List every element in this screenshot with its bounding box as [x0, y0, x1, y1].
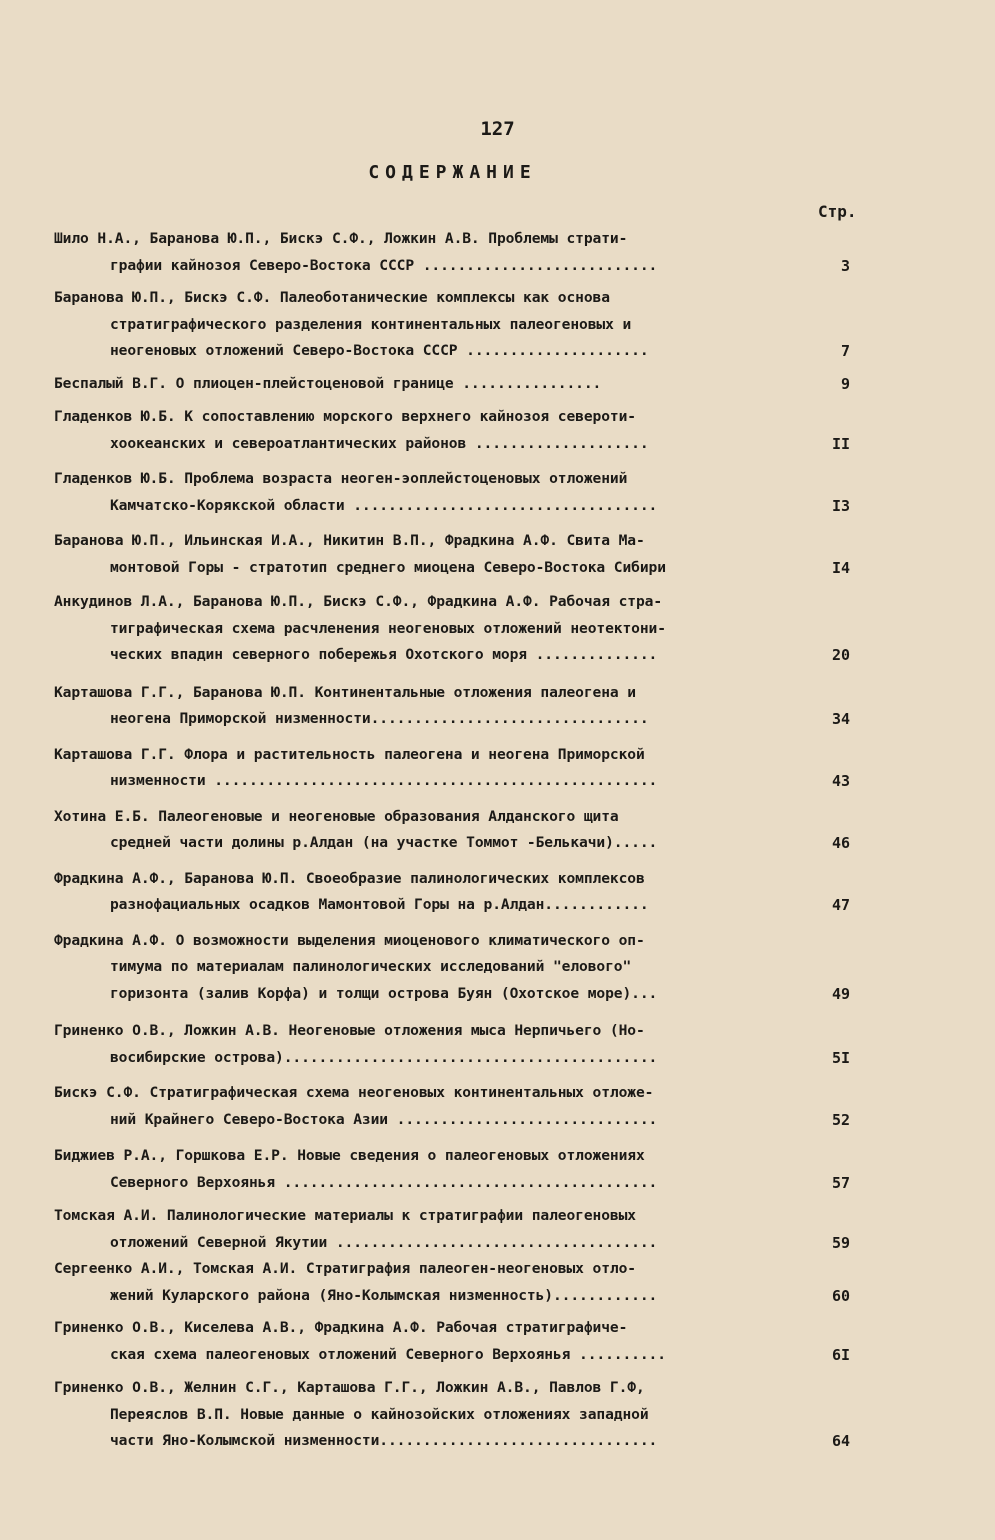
toc-entry-line: разнофациальных осадков Мамонтовой Горы на р.Алдан............ — [110, 896, 649, 913]
toc-entry-line: Карташова Г.Г. Флора и растительность палеогена и неогена Приморской — [54, 745, 645, 763]
toc-entry — [54, 1143, 854, 1196]
page-number: 127 — [480, 118, 515, 140]
toc-entry-line: восибирские острова)........................................... — [110, 1048, 658, 1066]
toc-entry-line: Северного Верхоянья ........................................... — [110, 1173, 658, 1191]
toc-entry-line: монтовой Горы - стратотип среднего миоцена Северо-Востока Сибири — [110, 558, 666, 576]
toc-entry-line: тиграфическая схема расчленения неогеновых отложений неотектони- — [110, 619, 666, 637]
toc-entry-line: графии кайнозоя Северо-Востока СССР ........................... — [110, 256, 658, 274]
page-column-label: Стр. — [818, 202, 857, 221]
toc-entry-line: ская схема палеогеновых отложений Северного Верхоянья .......... — [110, 1345, 666, 1363]
toc-entry-line: Сергеенко А.И., Томская А.И. Стратиграфия палеоген-неогеновых отло- — [54, 1260, 636, 1277]
toc-entry-page: 60 — [831, 1286, 850, 1305]
toc-entry-line: Гладенков Ю.Б. К сопоставлению морского верхнего кайнозоя североти- — [54, 408, 636, 425]
toc-entry-line: горизонта (залив Корфа) и толщи острова Буян (Охотское море)... — [110, 984, 658, 1002]
toc-entry-line: Камчатско-Корякской области ................................... — [110, 496, 658, 514]
toc-entry-line: неогена Приморской низменности................................ — [110, 710, 649, 727]
table-of-contents — [54, 226, 854, 1455]
toc-entry — [54, 680, 854, 733]
toc-entry-line: Беспалый В.Г. О плиоцен-плейстоценовой границе ................ — [54, 374, 602, 392]
page-title: СОДЕРЖАНИЕ — [368, 162, 537, 183]
toc-entry-line: отложений Северной Якутии ..................................... — [110, 1233, 658, 1251]
toc-entry-line: ний Крайнего Северо-Востока Азии .............................. — [110, 1110, 658, 1128]
toc-entry-line: Гриненко О.В., Киселева А.В., Фрадкина А.Ф. Рабочая стратиграфиче- — [54, 1319, 628, 1336]
toc-entry — [54, 1375, 854, 1455]
toc-entry-line: низменности ................................................... — [110, 772, 658, 789]
toc-entry-line: Фрадкина А.Ф., Баранова Ю.П. Своеобразие палинологических комплексов — [54, 869, 645, 887]
toc-entry-line: тимума по материалам палинологических исследований "елового" — [110, 958, 632, 975]
toc-entry-line: Анкудинов Л.А., Баранова Ю.П., Бискэ С.Ф., Фрадкина А.Ф. Рабочая стра- — [54, 593, 663, 610]
toc-entry-line: неогеновых отложений Северо-Востока СССР ..................... — [110, 342, 649, 359]
toc-entry-page: 3 — [840, 256, 850, 275]
toc-entry-line: Баранова Ю.П., Бискэ С.Ф. Палеоботанические комплексы как основа — [54, 289, 610, 306]
toc-entry — [54, 226, 854, 279]
toc-entry-line: Переяслов В.П. Новые данные о кайнозойских отложениях западной — [110, 1405, 649, 1423]
toc-entry — [54, 1315, 854, 1368]
toc-entry-page: II — [831, 434, 850, 453]
toc-entry-page: 52 — [831, 1110, 850, 1129]
toc-entry-line: Гриненко О.В., Ложкин А.В. Неогеновые отложения мыса Нерпичьего (Но- — [54, 1022, 645, 1039]
toc-entry — [54, 528, 854, 581]
toc-entry-line: части Яно-Колымской низменности................................ — [110, 1432, 658, 1449]
toc-entry-line: Шило Н.А., Баранова Ю.П., Бискэ С.Ф., Ложкин А.В. Проблемы страти- — [54, 230, 628, 247]
toc-entry-line: Биджиев Р.А., Горшкова Е.Р. Новые сведения о палеогеновых отложениях — [54, 1147, 645, 1164]
toc-entry-page: 20 — [831, 646, 850, 664]
toc-entry-page: 57 — [831, 1173, 850, 1192]
toc-entry-page: 46 — [831, 834, 850, 852]
toc-entry-line: хоокеанских и североатлантических районов .................... — [110, 434, 649, 452]
toc-entry-line: Фрадкина А.Ф. О возможности выделения миоценового климатического оп- — [54, 931, 645, 949]
toc-entry-line: жений Куларского района (Яно-Колымская низменность)............ — [110, 1286, 658, 1304]
toc-entry-page: 5I — [831, 1048, 850, 1067]
toc-entry-page: 59 — [831, 1233, 850, 1252]
toc-entry — [54, 742, 854, 795]
toc-entry-page: 49 — [831, 984, 850, 1003]
toc-entry-line: Томская А.И. Палинологические материалы к стратиграфии палеогеновых — [54, 1207, 636, 1224]
toc-entry — [54, 404, 854, 457]
toc-entry-line: ческих впадин северного побережья Охотского моря .............. — [110, 646, 658, 663]
toc-entry-page: I4 — [831, 558, 850, 577]
toc-entry-page: I3 — [831, 496, 850, 515]
toc-entry-page: 64 — [831, 1432, 850, 1450]
toc-entry-line: Баранова Ю.П., Ильинская И.А., Никитин В.П., Фрадкина А.Ф. Свита Ма- — [54, 532, 645, 549]
toc-entry — [54, 1203, 854, 1256]
toc-entry-page: 7 — [840, 342, 850, 360]
toc-entry — [54, 1256, 854, 1309]
toc-entry — [54, 804, 854, 857]
toc-entry-line: Карташова Г.Г., Баранова Ю.П. Континентальные отложения палеогена и — [54, 683, 636, 701]
toc-entry-line: средней части долины р.Алдан (на участке Томмот -Белькачи)..... — [110, 834, 658, 851]
toc-entry-page: 6I — [831, 1345, 850, 1364]
toc-entry — [54, 285, 854, 365]
toc-entry — [54, 371, 854, 398]
toc-entry-page: 9 — [840, 374, 850, 393]
toc-entry-line: Бискэ С.Ф. Стратиграфическая схема неогеновых континентальных отложе- — [54, 1084, 654, 1101]
toc-entry-line: Гладенков Ю.Б. Проблема возраста неоген-эоплейстоценовых отложений — [54, 470, 628, 487]
toc-entry-page: 34 — [831, 710, 850, 728]
toc-entry — [54, 1080, 854, 1133]
toc-entry — [54, 589, 854, 669]
toc-entry — [54, 1018, 854, 1071]
toc-entry-page: 43 — [831, 772, 850, 790]
toc-entry-line: стратиграфического разделения континентальных палеогеновых и — [110, 315, 632, 333]
toc-entry-line: Хотина Е.Б. Палеогеновые и неогеновые образования Алданского щита — [54, 807, 619, 825]
toc-entry-page: 47 — [831, 896, 850, 914]
toc-entry — [54, 466, 854, 519]
toc-entry — [54, 866, 854, 919]
toc-entry — [54, 928, 854, 1008]
toc-entry-line: Гриненко О.В., Желнин С.Г., Карташова Г.Г., Ложкин А.В., Павлов Г.Ф, — [54, 1379, 645, 1396]
